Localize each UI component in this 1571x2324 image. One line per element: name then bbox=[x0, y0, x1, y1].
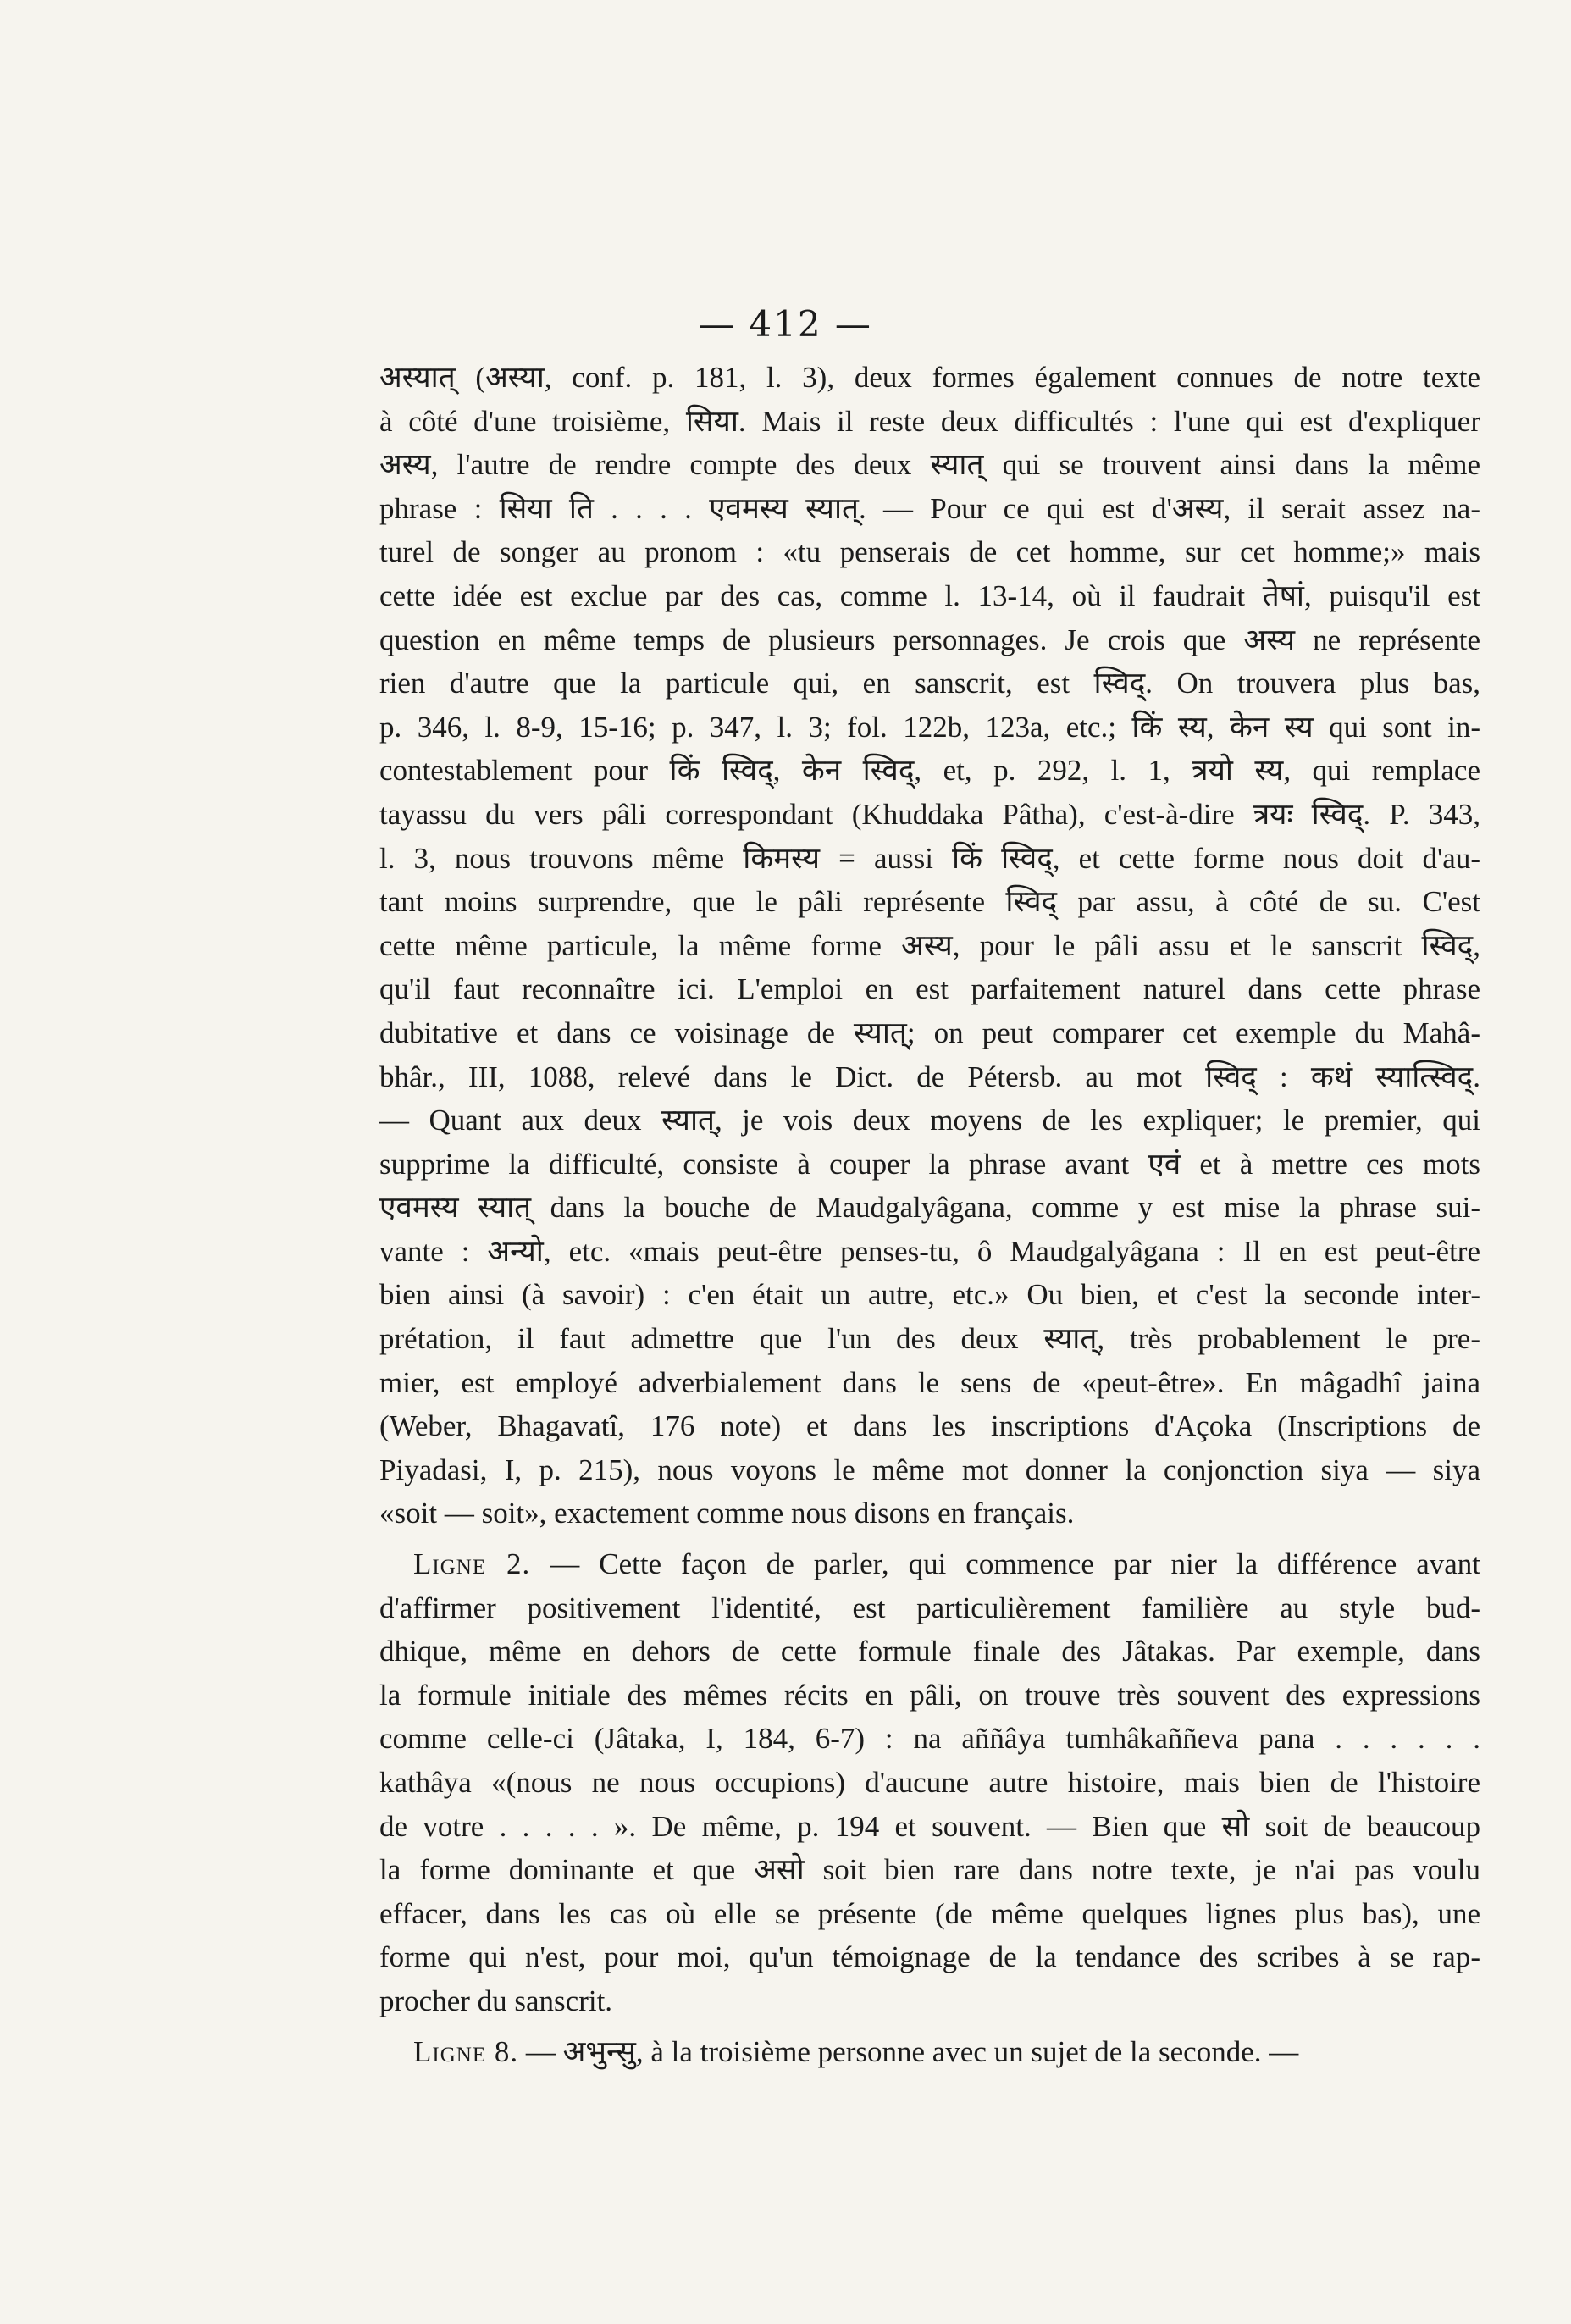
text-line: tayassu du vers pâli correspondant (Khuddaka Pâtha), c'est-à-dire त्रयः स्विद्. P. 343, bbox=[379, 797, 1480, 831]
text-line: अस्य, l'autre de rendre compte des deux स्यात् qui se trouvent ainsi dans la même bbox=[379, 448, 1480, 482]
line-label: Ligne 8. bbox=[413, 2034, 519, 2068]
text-line: phrase : सिया ति . . . . एवमस्य स्यात्. — Pour ce qui est d'अस्य, il serait assez na- bbox=[379, 491, 1480, 525]
text-line: d'affirmer positivement l'identité, est particulièrement familière au style bud- bbox=[379, 1591, 1480, 1624]
text-line: dubitative et dans ce voisinage de स्यात्; on peut comparer cet exemple du Mahâ- bbox=[379, 1015, 1480, 1049]
text-line: la formule initiale des mêmes récits en pâli, on trouve très souvent des expressions bbox=[379, 1678, 1480, 1712]
text-line: l. 3, nous trouvons même किमस्य = aussi किं स्विद्, et cette forme nous doit d'au- bbox=[379, 841, 1480, 875]
text-line: vante : अन्यो, etc. «mais peut-être penses-tu, ô Maudgalyâgana : Il en est peut-être bbox=[379, 1234, 1480, 1268]
text-line: kathâya «(nous ne nous occupions) d'aucune autre histoire, mais bien de l'histoire bbox=[379, 1766, 1480, 1799]
text-line: procher du sanscrit. bbox=[379, 1984, 613, 2017]
text-line: prétation, il faut admettre que l'un des deux स्यात्, très probablement le pre- bbox=[379, 1322, 1480, 1356]
text-line: p. 346, l. 8-9, 15-16; p. 347, l. 3; fol. 122b, 123a, etc.; किं स्य, केन स्य qui sont in- bbox=[379, 710, 1480, 744]
text-line: «soit — soit», exactement comme nous disons en français. bbox=[379, 1497, 1075, 1530]
text-line: question en même temps de plusieurs personnages. Je crois que अस्य ne représente bbox=[379, 622, 1480, 656]
text-line: forme qui n'est, pour moi, qu'un témoignage de la tendance des scribes à se rap- bbox=[379, 1940, 1480, 1974]
text-line: contestablement pour किं स्विद्, केन स्विद्, et, p. 292, l. 1, त्रयो स्य, qui remplace bbox=[379, 754, 1480, 788]
text-line: Piyadasi, I, p. 215), nous voyons le même mot donner la conjonction siya — siya bbox=[379, 1452, 1480, 1486]
paragraph-commentary bbox=[379, 356, 1480, 1536]
text-line: dhique, même en dehors de cette formule finale des Jâtakas. Par exemple, dans bbox=[379, 1635, 1480, 1668]
text-line: rien d'autre que la particule qui, en sanscrit, est स्विद्. On trouvera plus bas, bbox=[379, 667, 1480, 700]
text-line: qu'il faut reconnaître ici. L'emploi en est parfaitement naturel dans cette phrase bbox=[379, 972, 1480, 1006]
text-line: tant moins surprendre, que le pâli représente स्विद् par assu, à côté de su. C'est bbox=[379, 885, 1480, 919]
text-line bbox=[379, 1542, 1480, 1586]
line-label: Ligne 2. bbox=[413, 1547, 531, 1581]
text-line: supprime la difficulté, consiste à couper la phrase avant एवं et à mettre ces mots bbox=[379, 1147, 1480, 1181]
text-line-content: — Cette façon de parler, qui commence par nier la différence avant bbox=[550, 1547, 1481, 1581]
text-line: bhâr., III, 1088, relevé dans le Dict. de Pétersb. au mot स्विद् : कथं स्यात्स्विद्. bbox=[379, 1060, 1480, 1093]
text-line: एवमस्य स्यात् dans la bouche de Maudgalyâgana, comme y est mise la phrase sui- bbox=[379, 1191, 1480, 1225]
text-line bbox=[379, 2030, 1480, 2074]
text-line: effacer, dans les cas où elle se présente (de même quelques lignes plus bas), une bbox=[379, 1896, 1480, 1930]
main-text bbox=[379, 356, 1480, 2073]
text-line: cette même particule, la même forme अस्य, pour le pâli assu et le sanscrit स्विद्, bbox=[379, 928, 1480, 962]
text-line: mier, est employé adverbialement dans le sens de «peut-être». En mâgadhî jaina bbox=[379, 1365, 1480, 1399]
text-line: comme celle-ci (Jâtaka, I, 184, 6-7) : na aññâya tumhâkaññeva pana . . . . . . bbox=[379, 1722, 1480, 1756]
text-line: la forme dominante et que असो soit bien rare dans notre texte, je n'ai pas voulu bbox=[379, 1853, 1480, 1887]
text-line: (Weber, Bhagavatî, 176 note) et dans les inscriptions d'Açoka (Inscriptions de bbox=[379, 1409, 1480, 1443]
text-line: turel de songer au pronom : «tu penserais de cet homme, sur cet homme;» mais bbox=[379, 535, 1480, 569]
text-line: de votre . . . . . ». De même, p. 194 et souvent. — Bien que सो soit de beaucoup bbox=[379, 1809, 1480, 1843]
text-line-content: — अभुन्सु, à la troisième personne avec un sujet de la seconde. — bbox=[525, 2034, 1299, 2068]
text-line: cette idée est exclue par des cas, comme l. 13-14, où il faudrait तेषां, puisqu'il est bbox=[379, 578, 1480, 612]
text-line: bien ainsi (à savoir) : c'en était un autre, etc.» Ou bien, et c'est la seconde inter- bbox=[379, 1278, 1480, 1312]
paragraph-ligne-8 bbox=[379, 2030, 1480, 2074]
text-line: à côté d'une troisième, सिया. Mais il reste deux difficultés : l'une qui est d'expliquer bbox=[379, 404, 1480, 438]
text-line: — Quant aux deux स्यात्, je vois deux moyens de les expliquer; le premier, qui bbox=[379, 1104, 1480, 1137]
page-number: — 412 — bbox=[699, 303, 872, 345]
text-line: अस्यात् (अस्या, conf. p. 181, l. 3), deux formes également connues de notre texte bbox=[379, 361, 1480, 394]
paragraph-ligne-2 bbox=[379, 1542, 1480, 2023]
